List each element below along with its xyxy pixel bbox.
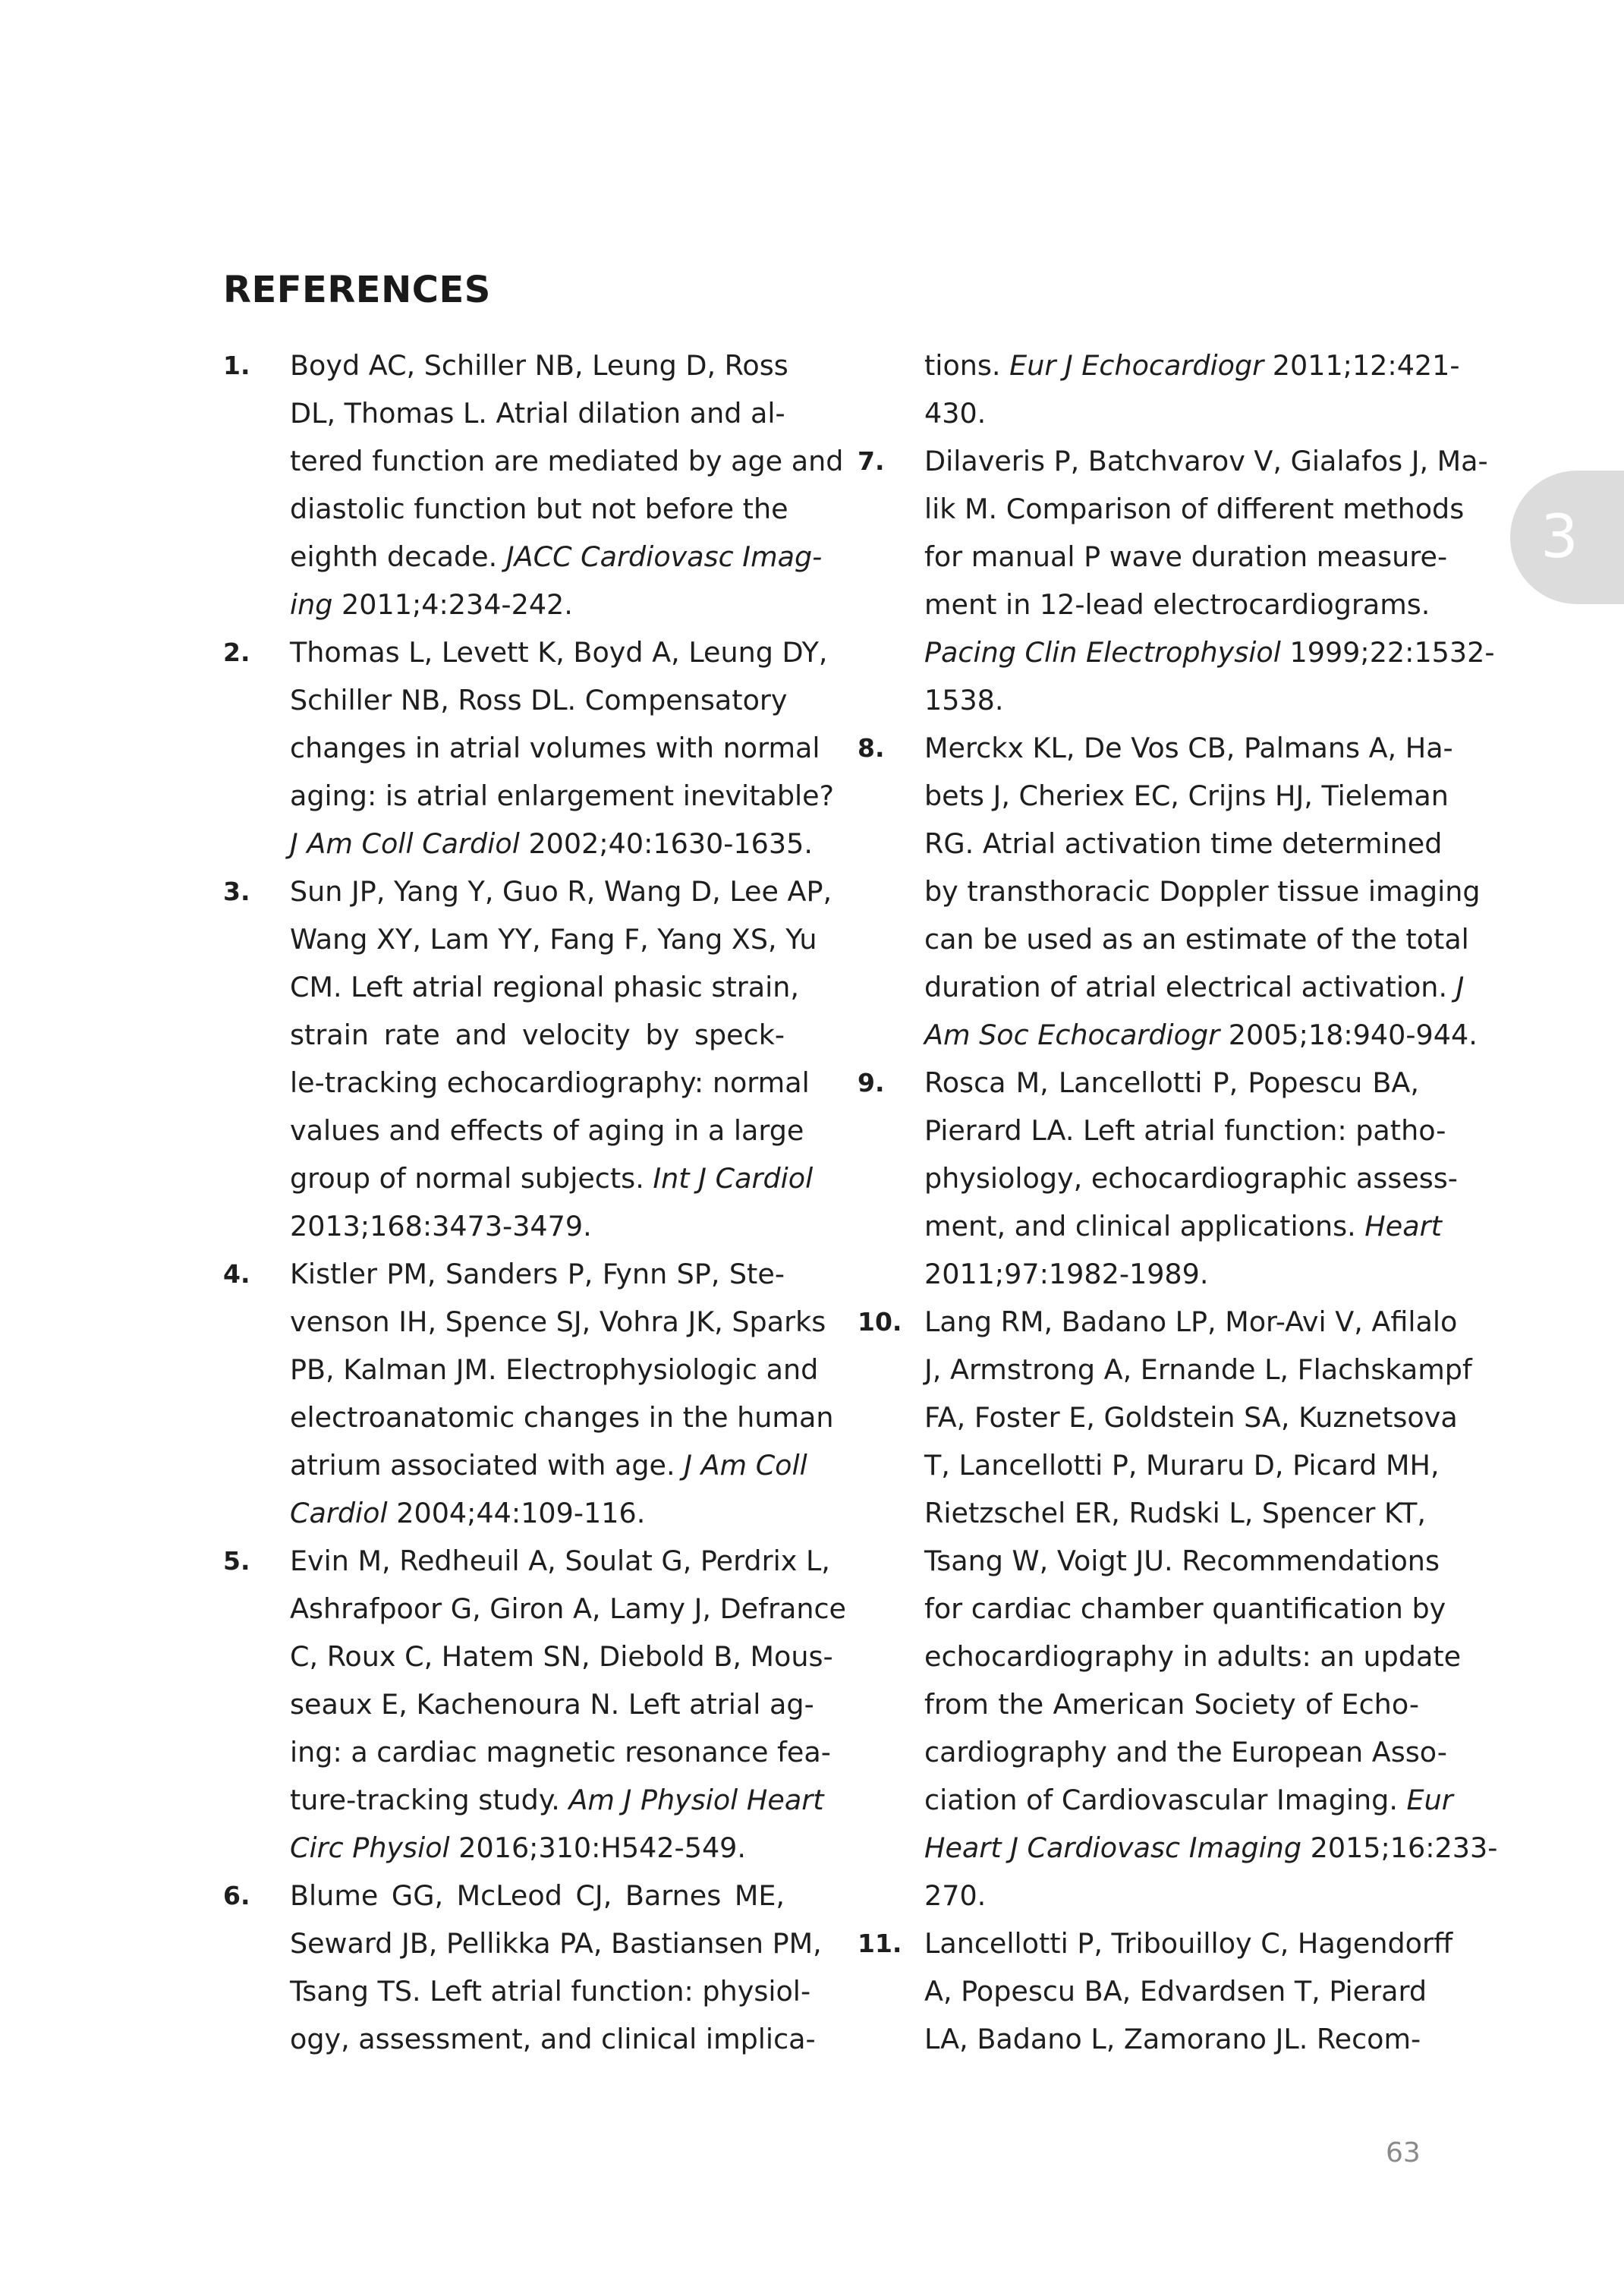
reference-line	[858, 1920, 1453, 1967]
reference-line	[223, 676, 788, 724]
reference-text: ment in 12-lead electrocardiograms.	[924, 588, 1430, 621]
reference-line	[223, 963, 800, 1011]
reference-line	[858, 963, 1465, 1011]
reference-text: Rosca M, Lancellotti P, Popescu BA,	[924, 1066, 1419, 1099]
reference-text: for cardiac chamber quantification by	[924, 1592, 1446, 1625]
reference-text: eighth decade.	[290, 540, 506, 573]
reference-text: Ashrafpoor G, Giron A, Lamy J, Defrance	[290, 1592, 847, 1625]
reference-number: 4.	[223, 1259, 250, 1289]
reference-text: 430.	[924, 397, 987, 430]
reference-line	[858, 1585, 1446, 1633]
reference-line	[223, 437, 844, 485]
reference-text: by transthoracic Doppler tissue imaging	[924, 875, 1481, 908]
reference-line	[223, 2015, 816, 2063]
reference-text: le-tracking echocardiography: normal	[290, 1066, 810, 1099]
reference-text: diastolic function but not before the	[290, 493, 788, 525]
reference-text: PB, Kalman JM. Electrophysiologic and	[290, 1353, 819, 1386]
reference-text: T, Lancellotti P, Muraru D, Picard MH,	[924, 1449, 1440, 1482]
reference-line	[223, 1872, 785, 1920]
journal-title: Heart J Cardiovasc Imaging	[924, 1831, 1302, 1864]
reference-text: LA, Badano L, Zamorano JL. Recom-	[924, 2023, 1421, 2055]
reference-line	[858, 1824, 1498, 1872]
journal-title: Am J Physiol Heart	[568, 1784, 824, 1816]
reference-text: cardiography and the European Asso-	[924, 1736, 1447, 1768]
journal-title: Heart	[1364, 1210, 1442, 1242]
reference-text: 2004;44:109-116.	[387, 1497, 646, 1529]
reference-number: 7.	[858, 446, 885, 476]
reference-text: ciation of Cardiovascular Imaging.	[924, 1784, 1407, 1816]
reference-text: Wang XY, Lam YY, Fang F, Yang XS, Yu	[290, 923, 817, 956]
reference-line	[223, 772, 835, 820]
reference-text: RG. Atrial activation time determined	[924, 827, 1443, 860]
reference-text: Seward JB, Pellikka PA, Bastiansen PM,	[290, 1927, 822, 1960]
reference-text: Evin M, Redheuil A, Soulat G, Perdrix L,	[290, 1545, 830, 1577]
reference-line	[858, 581, 1430, 628]
reference-line	[223, 1394, 834, 1441]
reference-line	[858, 915, 1469, 963]
reference-text: echocardiography in adults: an update	[924, 1640, 1462, 1673]
journal-title: ing	[290, 588, 333, 621]
reference-number: 6.	[223, 1881, 250, 1910]
reference-line	[858, 1202, 1442, 1250]
reference-text: aging: is atrial enlargement inevitable?	[290, 779, 835, 812]
reference-text: 2013;168:3473-3479.	[290, 1210, 592, 1242]
reference-text: Sun JP, Yang Y, Guo R, Wang D, Lee AP,	[290, 875, 832, 908]
reference-line	[858, 1250, 1419, 1298]
reference-line	[858, 1154, 1458, 1202]
reference-text: Boyd AC, Schiller NB, Leung D, Ross	[290, 349, 788, 382]
reference-line	[223, 1441, 807, 1489]
reference-text: strain rate and velocity by speck-	[290, 1019, 785, 1051]
reference-line	[858, 437, 1488, 485]
reference-line	[223, 1202, 785, 1250]
reference-line	[858, 1680, 1419, 1728]
reference-line	[858, 342, 1460, 389]
reference-number: 11.	[858, 1929, 902, 1958]
journal-title: J	[1456, 971, 1465, 1003]
reference-text: Lancellotti P, Tribouilloy C, Hagendorff	[924, 1927, 1453, 1960]
reference-text: bets J, Cheriex EC, Crijns HJ, Tieleman	[924, 779, 1449, 812]
reference-text: ogy, assessment, and clinical implica-	[290, 2023, 816, 2055]
journal-title: JACC Cardiovasc Imag-	[505, 540, 823, 573]
reference-line	[858, 1107, 1446, 1154]
page-number: 63	[1386, 2137, 1421, 2168]
reference-line	[858, 868, 1481, 915]
reference-text: Schiller NB, Ross DL. Compensatory	[290, 684, 788, 716]
reference-text: 1538.	[924, 684, 1004, 716]
reference-text: 2011;4:234-242.	[332, 588, 573, 621]
reference-line	[858, 1346, 1472, 1394]
reference-line	[858, 1537, 1440, 1585]
reference-line	[223, 1633, 833, 1680]
reference-line	[223, 1776, 824, 1824]
reference-text: C, Roux C, Hatem SN, Diebold B, Mous-	[290, 1640, 833, 1673]
journal-title: Int J Cardiol	[653, 1162, 814, 1195]
references-column-right	[858, 342, 1498, 2063]
reference-text: 1999;22:1532-	[1280, 636, 1495, 669]
journal-title: Eur	[1406, 1784, 1453, 1816]
reference-line	[858, 1776, 1453, 1824]
reference-text: A, Popescu BA, Edvardsen T, Pierard	[924, 1975, 1427, 2008]
reference-line	[223, 533, 823, 581]
reference-number: 2.	[223, 638, 250, 667]
reference-text: ing: a cardiac magnetic resonance fea-	[290, 1736, 831, 1768]
reference-number: 10.	[858, 1307, 902, 1337]
journal-title: Cardiol	[290, 1497, 388, 1529]
reference-text: J, Armstrong A, Ernande L, Flachskampf	[924, 1353, 1472, 1386]
reference-line	[223, 1154, 814, 1202]
chapter-tab	[1510, 471, 1624, 604]
reference-line	[223, 342, 788, 389]
reference-number: 3.	[223, 877, 250, 906]
reference-line	[223, 1824, 785, 1872]
chapter-number: 3	[1541, 503, 1578, 572]
reference-text: atrium associated with age.	[290, 1449, 685, 1482]
reference-line	[858, 1394, 1458, 1441]
reference-text: venson IH, Spence SJ, Vohra JK, Sparks	[290, 1305, 826, 1338]
reference-line	[858, 389, 1419, 437]
journal-title: Circ Physiol	[290, 1831, 450, 1864]
reference-line	[223, 1920, 822, 1967]
reference-text: lik M. Comparison of different methods	[924, 493, 1465, 525]
reference-text: Lang RM, Badano LP, Mor-Avi V, Afilalo	[924, 1305, 1458, 1338]
reference-text: Thomas L, Levett K, Boyd A, Leung DY,	[290, 636, 828, 669]
reference-line	[223, 1059, 810, 1107]
reference-text: changes in atrial volumes with normal	[290, 732, 820, 764]
reference-line	[858, 1059, 1419, 1107]
reference-text: tions.	[924, 349, 1010, 382]
reference-line	[858, 820, 1443, 868]
journal-title: J Am Coll Cardiol	[290, 827, 520, 860]
reference-line	[223, 915, 817, 963]
reference-text: electroanatomic changes in the human	[290, 1401, 834, 1434]
reference-text: ment, and clinical applications.	[924, 1210, 1365, 1242]
reference-line	[223, 1680, 814, 1728]
reference-number: 9.	[858, 1068, 885, 1098]
page-title: REFERENCES	[223, 269, 491, 312]
reference-text: for manual P wave duration measure-	[924, 540, 1448, 573]
reference-line	[223, 1537, 830, 1585]
reference-number: 5.	[223, 1546, 250, 1576]
reference-line	[223, 1728, 831, 1776]
reference-text: can be used as an estimate of the total	[924, 923, 1469, 956]
reference-line	[858, 1728, 1447, 1776]
journal-title: Eur J Echocardiogr	[1009, 349, 1264, 382]
reference-number: 1.	[223, 351, 250, 380]
reference-line	[858, 2015, 1419, 2063]
reference-text: Tsang W, Voigt JU. Recommendations	[924, 1545, 1440, 1577]
reference-text: Kistler PM, Sanders P, Fynn SP, Ste-	[290, 1258, 785, 1290]
reference-number: 8.	[858, 733, 885, 763]
reference-line	[223, 1967, 811, 2015]
reference-text: 2011;97:1982-1989.	[924, 1258, 1209, 1290]
reference-line	[223, 820, 813, 868]
reference-text: 2002;40:1630-1635.	[519, 827, 813, 860]
reference-line	[223, 485, 788, 533]
reference-text: DL, Thomas L. Atrial dilation and al-	[290, 397, 785, 430]
reference-text: duration of atrial electrical activation.	[924, 971, 1456, 1003]
reference-line	[223, 1298, 826, 1346]
reference-text: seaux E, Kachenoura N. Left atrial ag-	[290, 1688, 814, 1721]
reference-text: values and effects of aging in a large	[290, 1114, 804, 1147]
reference-text: Tsang TS. Left atrial function: physiol-	[290, 1975, 811, 2008]
reference-text: 2011;12:421-	[1264, 349, 1460, 382]
reference-line	[223, 1107, 804, 1154]
journal-title: Am Soc Echocardiogr	[924, 1019, 1220, 1051]
reference-text: 2015;16:233-	[1301, 1831, 1498, 1864]
reference-text: physiology, echocardiographic assess-	[924, 1162, 1458, 1195]
reference-text: 270.	[924, 1879, 987, 1912]
reference-text: Blume GG, McLeod CJ, Barnes ME,	[290, 1879, 785, 1912]
reference-text: ture-tracking study.	[290, 1784, 569, 1816]
reference-text: Rietzschel ER, Rudski L, Spencer KT,	[924, 1497, 1426, 1529]
reference-line	[858, 1489, 1426, 1537]
reference-line	[223, 868, 832, 915]
reference-line	[858, 1967, 1427, 2015]
reference-line	[858, 485, 1465, 533]
references-column-left	[223, 342, 847, 2063]
reference-line	[223, 1489, 785, 1537]
reference-line	[858, 628, 1495, 676]
reference-text: CM. Left atrial regional phasic strain,	[290, 971, 800, 1003]
reference-line	[858, 533, 1448, 581]
reference-line	[223, 1250, 785, 1298]
reference-text: tered function are mediated by age and	[290, 445, 844, 477]
reference-line	[858, 1011, 1478, 1059]
reference-text: from the American Society of Echo-	[924, 1688, 1419, 1721]
reference-line	[223, 1011, 785, 1059]
reference-line	[223, 389, 785, 437]
reference-line	[223, 628, 828, 676]
reference-line	[858, 1441, 1440, 1489]
reference-line	[858, 1872, 1419, 1920]
reference-text: Dilaveris P, Batchvarov V, Gialafos J, Ma-	[924, 445, 1488, 477]
reference-line	[223, 1585, 847, 1633]
reference-line	[858, 772, 1449, 820]
reference-line	[858, 1298, 1458, 1346]
journal-title: J Am Coll	[684, 1449, 807, 1482]
reference-text: group of normal subjects.	[290, 1162, 653, 1195]
reference-line	[223, 724, 820, 772]
journal-title: Pacing Clin Electrophysiol	[924, 636, 1281, 669]
reference-text: 2005;18:940-944.	[1220, 1019, 1478, 1051]
reference-line	[858, 676, 1419, 724]
reference-line	[223, 581, 785, 628]
reference-text: Pierard LA. Left atrial function: patho-	[924, 1114, 1446, 1147]
reference-line	[858, 1633, 1462, 1680]
reference-line	[858, 724, 1453, 772]
reference-line	[223, 1346, 819, 1394]
reference-text: 2016;310:H542-549.	[449, 1831, 746, 1864]
reference-text: FA, Foster E, Goldstein SA, Kuznetsova	[924, 1401, 1458, 1434]
reference-text: Merckx KL, De Vos CB, Palmans A, Ha-	[924, 732, 1453, 764]
